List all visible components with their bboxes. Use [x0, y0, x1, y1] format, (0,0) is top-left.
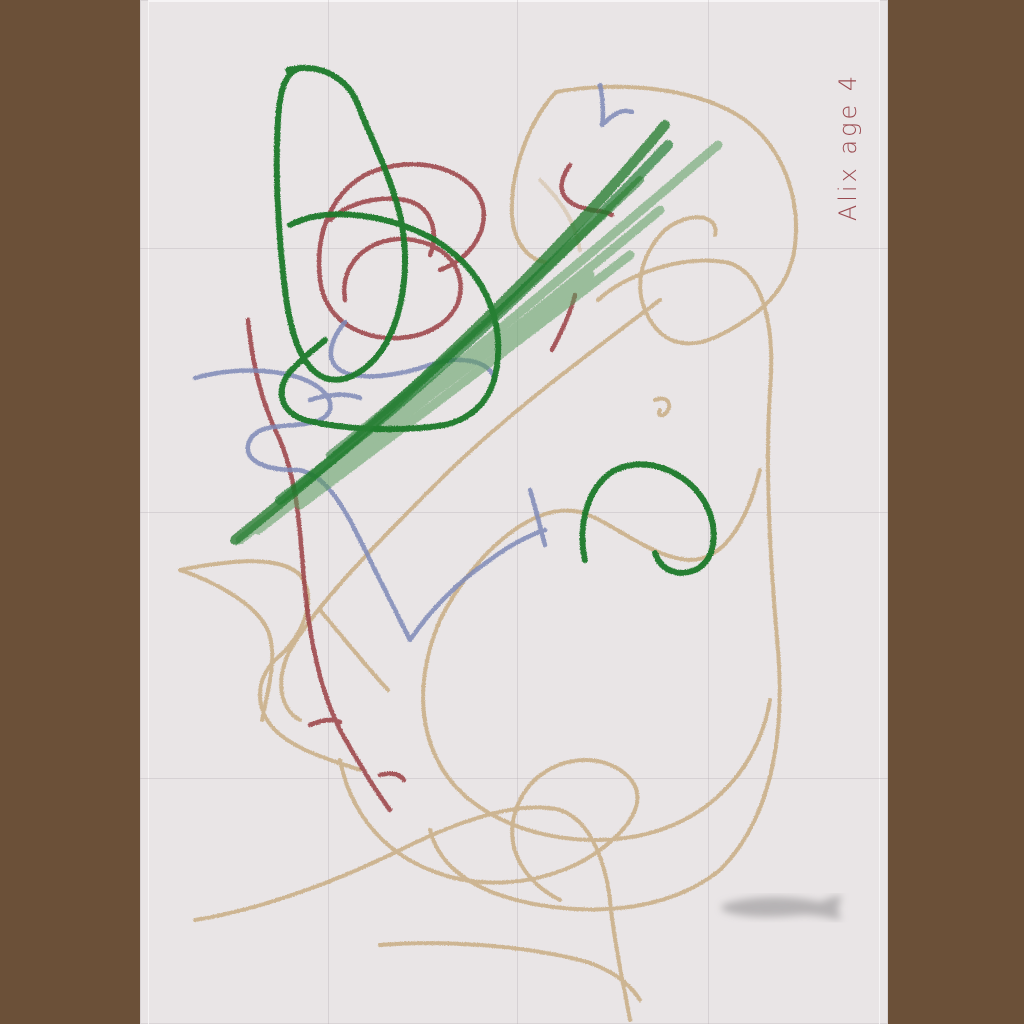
tan-body-loop: [423, 470, 770, 840]
blue-zigzag: [195, 371, 545, 641]
tan-lower-loop: [340, 760, 637, 900]
tan-diagonal-stroke: [320, 610, 388, 690]
tan-head-outline: [512, 92, 556, 262]
tan-bottom-line: [380, 943, 640, 1000]
signature-text: Alix age 4: [834, 72, 863, 222]
green-hatch-line: [330, 275, 590, 470]
tan-crayon-strokes: [180, 87, 796, 1020]
signature-label: [828, 52, 868, 242]
smudge-mark: [722, 896, 842, 920]
tan-mark: [655, 399, 669, 416]
green-hook-shape: [582, 464, 713, 572]
red-long-line: [248, 320, 390, 810]
gray-smudge: [722, 896, 842, 920]
blue-arrow-top: [600, 85, 632, 125]
red-tick: [380, 774, 404, 780]
blue-stroke: [310, 395, 360, 400]
red-scribble-loop: [330, 199, 434, 255]
